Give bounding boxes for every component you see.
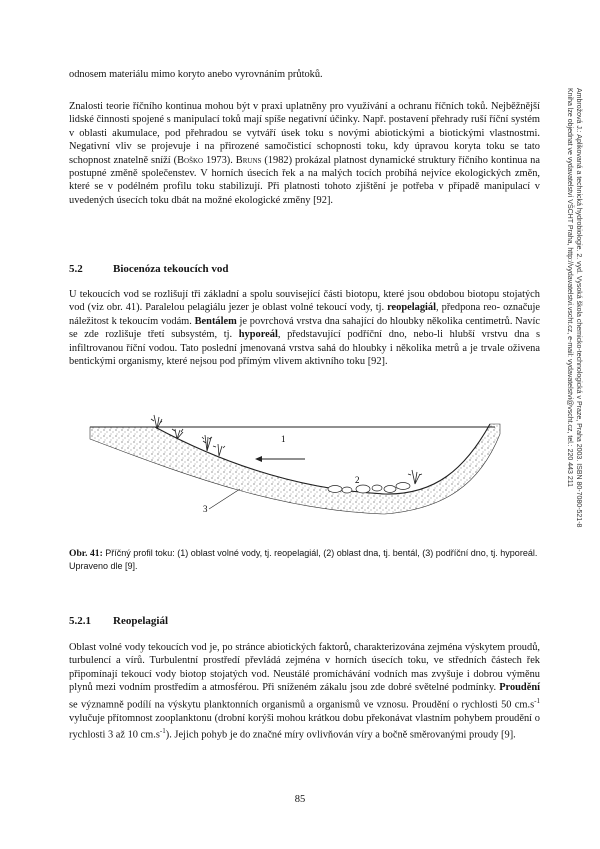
river-cross-section-figure [85, 399, 505, 519]
paragraph-biocenosis: U tekoucích vod se rozlišují tři základní a spolu související části biotopu, které jsou obdobou biotopu stojatých vod (viz obr. 41). Paralelou pelagiálu jezer je oblast volné tekoucí vody, tj. reopelagiál, předpona reo- označuje náležitost k tekoucím vodám. Bentálem je povrchová vrstva dna sahající do hloubky několika centimetrů. Navíc se zde rozlišuje třetí subsystém, tj. hyporeál, představující podříční dno, nebo-li hlubší vrstvu dna s infiltrovanou říční vodou. Tato poslední jmenovaná vrstva sahá do hloubky i několika metrů a je trvale oživena bentickými organismy, které nejsou pod přímým vlivem aktivního toku [92]. [69, 289, 540, 368]
label-reopelagial: 1 [281, 434, 286, 444]
figure-label: Obr. 41: [69, 548, 103, 559]
author-bosko: Boško [177, 154, 204, 166]
sidebar-order-info: Kniha lze objednat ve vydavatelství VŠCHT Praha, http://vydavatelstvi.vscht.cz, e-mail: vydavatelstvi@vscht.cz, tel.: 220 443 211 [566, 88, 574, 488]
sidebar-citation: Ambrožová J.: Aplikovaná a technická hydrobiologie. 2. vyd. Vysoká škola chemicko-technologická v Praze, Praha 2003. ISBN 80-7080-521-8 [575, 88, 582, 528]
bottom-stones [328, 483, 410, 494]
section-heading-5-2: 5.2 Biocenóza tekoucích vod [69, 263, 229, 275]
page-number: 85 [294, 794, 306, 805]
figure-caption: Obr. 41: Příčný profil toku: (1) oblast volné vody, tj. reopelagiál, (2) oblast dna, tj. bentál, (3) podříční dno, tj. hyporeál. Upraveno dle [9]. [69, 548, 538, 572]
flow-arrowhead [255, 456, 262, 462]
paragraph-river-continuum: Znalosti teorie říčního kontinua mohou být v praxi uplatněny pro využívání a ochranu říčních toků. Nejběžnější lidské činnosti spojené s manipulací toků mají spíše negativní účinky. Např. postavení přehrady ruší říční systém v oblasti akumulace, pod přehradou se vytváří úsek toku s novými abiotickými a biotickými vlastnostmi. Negativní vliv se projevuje i na přirozené samočisticí schopnosti toku, kdy úpravou koryta toku se tato schopnost znatelně sníží (Boško 1973). Bruns (1982) prokázal platnost dynamické struktury říčního kontinua na postupné změně společenstev. V horních úsecích řek a na malých tocích probíhá nejvíce ekologických změn, které se v podélném profilu toku stabilizují. Při platnosti tohoto zjištění je potřeba v případě manipulací v uvedených úsecích toku dbát na možné ekologické změny [92]. [69, 101, 540, 206]
paragraph-intro: odnosem materiálu mimo koryto anebo vyrovnáním průtoků. [69, 69, 323, 80]
label-hyporeal: 3 [203, 504, 208, 514]
copyright-sidebar [565, 88, 582, 648]
hyporeal-layer [90, 424, 500, 514]
paragraph-reopelagial: Oblast volné vody tekoucích vod je, po stránce abiotických faktorů, charakterizována zejména výskytem proudů, turbulencí a vírů. Turbulentní prostředí převládá zejména v horních úsecích toku, ve středních částech řek připomínají tekoucí vody biotop stojatých vod. Neustálé promíchávání vodních mas zvyšuje i dobrou výměnu plynů mezi vodním prostředím a atmosférou. Při sníženém zákalu jsou zde dobré světelné podmínky. Proudění se významně podílí na výskytu planktonních organismů a organismů ve vznosu. Proudění o rychlosti 50 $cm.s^{-1}$ vylučuje přítomnost zooplanktonu (drobní korýši mohou krátkou dobu překonávat vlastním pohybem proudění o rychlosti 3 až 10 $cm.s^{-1}$). Jejich pohyb je do značné míry ovlivňován víry a bočně směrovanými proudy [9]. [69, 642, 540, 741]
section-heading-5-2-1: 5.2.1 Reopelagiál [69, 615, 168, 627]
author-bruns: Bruns [235, 154, 262, 166]
label-3-leader [209, 489, 240, 509]
label-bental: 2 [355, 475, 360, 485]
